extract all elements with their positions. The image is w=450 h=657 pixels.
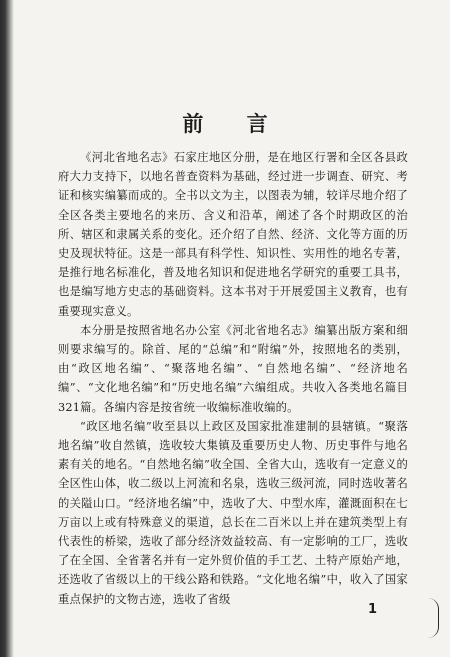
- paragraph-structure: 本分册是按照省地名办公室《河北省地名志》编纂出版方案和细则要求编写的。除首、尾的“总编”和“附编”外，按照地名的类别，由“政区地名编”、“聚落地名编”、“自然地名编”、“经济地名编”、“文化地名编”和“历史地名编”六编组成。共收入各类地名篇目321篇。各编内容是按省统一收编标准收编的。: [58, 323, 408, 414]
- page-title: 前 言: [182, 111, 286, 136]
- binding-edge: [0, 0, 14, 657]
- paragraph-intro: 《河北省地名志》石家庄地区分册，是在地区行署和全区各县政府大力支持下，以地名普查资料为基础，经过进一步调查、研究、考证和核实编纂而成的。全书以文为主，以图表为辅，较详尽地介绍了全区各类主要地名的来历、含义和沿革，阐述了各个时期政区的治所、辖区和隶属关系的变化。还介绍了自然、经济、文化等方面的历史及现状特征。这是一部具有科学性、知识性、实用性的地名专著，是推行地名标准化，普及地名知识和促进地名学研究的重要工具书，也是编写地方史志的基础资料。这本书对于开展爱国主义教育，也有重要现实意义。: [58, 151, 408, 318]
- body-text: [58, 148, 408, 609]
- page-edge-mark: [428, 598, 439, 638]
- paragraph-categories: “政区地名编”收至县以上政区及国家批准建制的县辖镇。“聚落地名编”收自然镇，选收较大集镇及重要历史人物、历史事件与地名素有关的地名。“自然地名编”收全国、全省大山，选收有一定意义的全区性山体，收二级以上河流和名泉，选收三级河流，同时选收著名的关隘山口。“经济地名编”中，选收了大、中型水库，灌溉面积在七万亩以上或有特殊意义的渠道，总长在二百米以上并在建筑类型上有代表性的桥梁，选收了部分经济效益较高、有一定影响的工厂，选收了在全国、全省著名并有一定外贸价值的手工艺、土特产原始产地，还选收了省级以上的干线公路和铁路。“文化地名编”中，收入了国家重点保护的文物古迹，选收了省级: [58, 419, 408, 606]
- page-number: 1: [368, 602, 378, 617]
